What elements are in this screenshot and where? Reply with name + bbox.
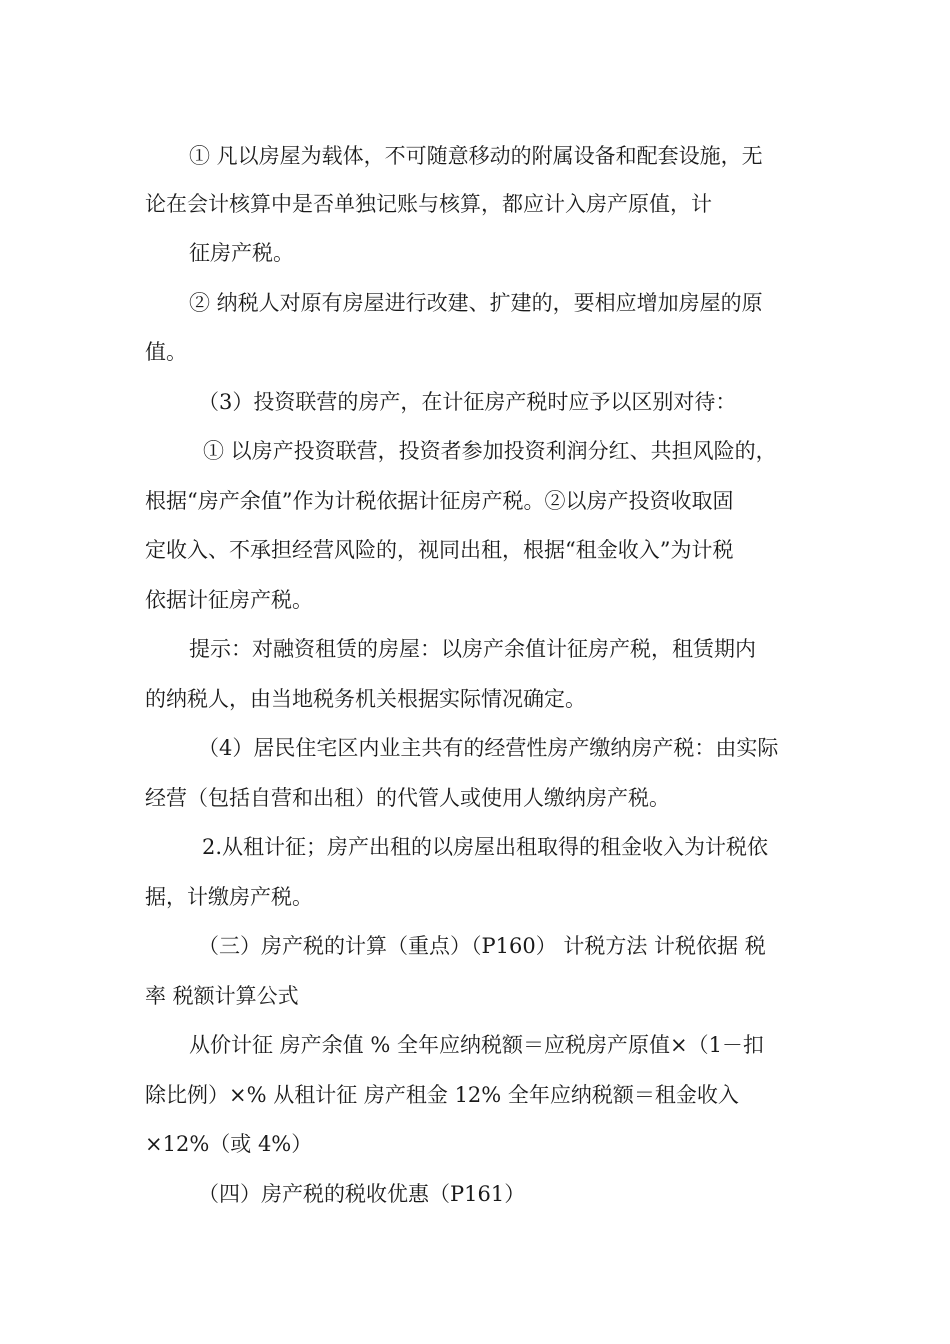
text-line: 征房产税。 [189, 241, 294, 265]
text-line: ① 以房产投资联营，投资者参加投资利润分红、共担风险的， [203, 439, 777, 463]
text-line: 率 税额计算公式 [145, 984, 299, 1008]
text-line: ① 凡以房屋为载体，不可随意移动的附属设备和配套设施，无 [189, 144, 763, 168]
text-line: （4）居民住宅区内业主共有的经营性房产缴纳房产税：由实际 [198, 736, 779, 760]
text-line: 定收入、不承担经营风险的，视同出租，根据“租金收入”为计税 [145, 538, 734, 562]
text-line: ② 纳税人对原有房屋进行改建、扩建的，要相应增加房屋的原 [189, 291, 763, 315]
text-line: 依据计征房产税。 [145, 588, 313, 612]
text-line: （3）投资联营的房产，在计征房产税时应予以区别对待： [198, 390, 737, 414]
text-line: （四）房产税的税收优惠（P161） [198, 1182, 526, 1206]
text-line: 经营（包括自营和出租）的代管人或使用人缴纳房产税。 [145, 786, 670, 810]
text-line: 的纳税人，由当地税务机关根据实际情况确定。 [145, 687, 586, 711]
text-line: 据，计缴房产税。 [145, 885, 313, 909]
text-line: 论在会计核算中是否单独记账与核算，都应计入房产原值，计 [145, 192, 712, 216]
text-line: 除比例）×% 从租计征 房产租金 12% 全年应纳税额＝租金收入 [145, 1083, 739, 1107]
text-line: 值。 [145, 340, 187, 364]
text-line: 从价计征 房产余值 % 全年应纳税额＝应税房产原值×（1－扣 [189, 1033, 764, 1057]
text-line: （三）房产税的计算（重点）（P160） 计税方法 计税依据 税 [198, 934, 766, 958]
text-line: ×12%（或 4%） [145, 1132, 313, 1156]
text-line: 提示：对融资租赁的房屋：以房产余值计征房产税，租赁期内 [189, 637, 756, 661]
text-line: 2.从租计征；房产出租的以房屋出租取得的租金收入为计税依 [202, 835, 769, 859]
text-line: 根据“房产余值”作为计税依据计征房产税。②以房产投资收取固 [145, 489, 734, 513]
